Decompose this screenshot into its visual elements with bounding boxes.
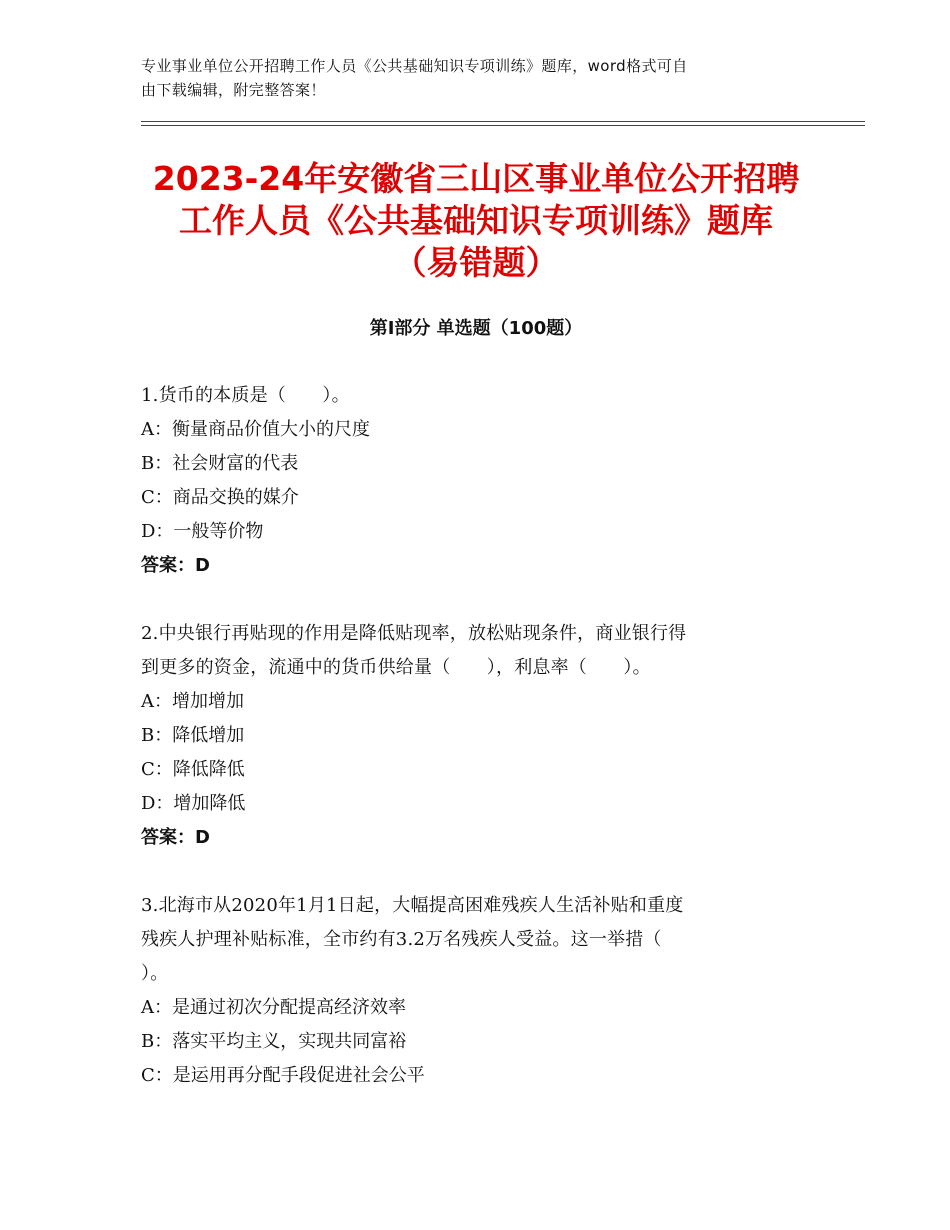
document-title: [141, 158, 811, 284]
header-divider: [141, 121, 865, 122]
question-stem: ）。: [141, 963, 169, 984]
title-line: （易错题）: [393, 243, 559, 282]
option-b: B：社会财富的代表: [141, 453, 299, 474]
question-2: [141, 617, 801, 855]
question-stem: 到更多的资金，流通中的货币供给量（ ），利息率（ ）。: [141, 657, 651, 678]
header-divider: [141, 125, 865, 126]
option-a: A：是通过初次分配提高经济效率: [141, 997, 406, 1018]
option-a: A：衡量商品价值大小的尺度: [141, 419, 370, 440]
question-stem: 2.中央银行再贴现的作用是降低贴现率，放松贴现条件，商业银行得: [141, 623, 687, 644]
option-d: D：增加降低: [141, 793, 246, 814]
question-list: [141, 379, 801, 1127]
answer: 答案：D: [141, 827, 210, 848]
question-3: [141, 889, 801, 1093]
option-b: B：落实平均主义，实现共同富裕: [141, 1031, 407, 1052]
title-line: 2023-24年安徽省三山区事业单位公开招聘: [152, 159, 800, 198]
question-1: [141, 379, 801, 583]
question-stem: 1.货币的本质是（ ）。: [141, 385, 350, 406]
header-note-line: 由下载编辑，附完整答案！: [141, 81, 326, 99]
option-c: C：商品交换的媒介: [141, 487, 299, 508]
header-note-line: 专业事业单位公开招聘工作人员《公共基础知识专项训练》题库，word格式可自: [141, 57, 688, 75]
section-title: 第Ⅰ部分 单选题（100题）: [369, 318, 583, 339]
option-c: C：降低降低: [141, 759, 245, 780]
title-line: 工作人员《公共基础知识专项训练》题库: [179, 201, 773, 240]
header-note: [141, 54, 811, 102]
option-d: D：一般等价物: [141, 521, 264, 542]
option-a: A：增加增加: [141, 691, 244, 712]
question-stem: 3.北海市从2020年1月1日起，大幅提高困难残疾人生活补贴和重度: [141, 895, 684, 916]
answer: 答案：D: [141, 555, 210, 576]
option-c: C：是运用再分配手段促进社会公平: [141, 1065, 425, 1086]
question-stem: 残疾人护理补贴标准，全市约有3.2万名残疾人受益。这一举措（: [141, 929, 662, 950]
option-b: B：降低增加: [141, 725, 245, 746]
